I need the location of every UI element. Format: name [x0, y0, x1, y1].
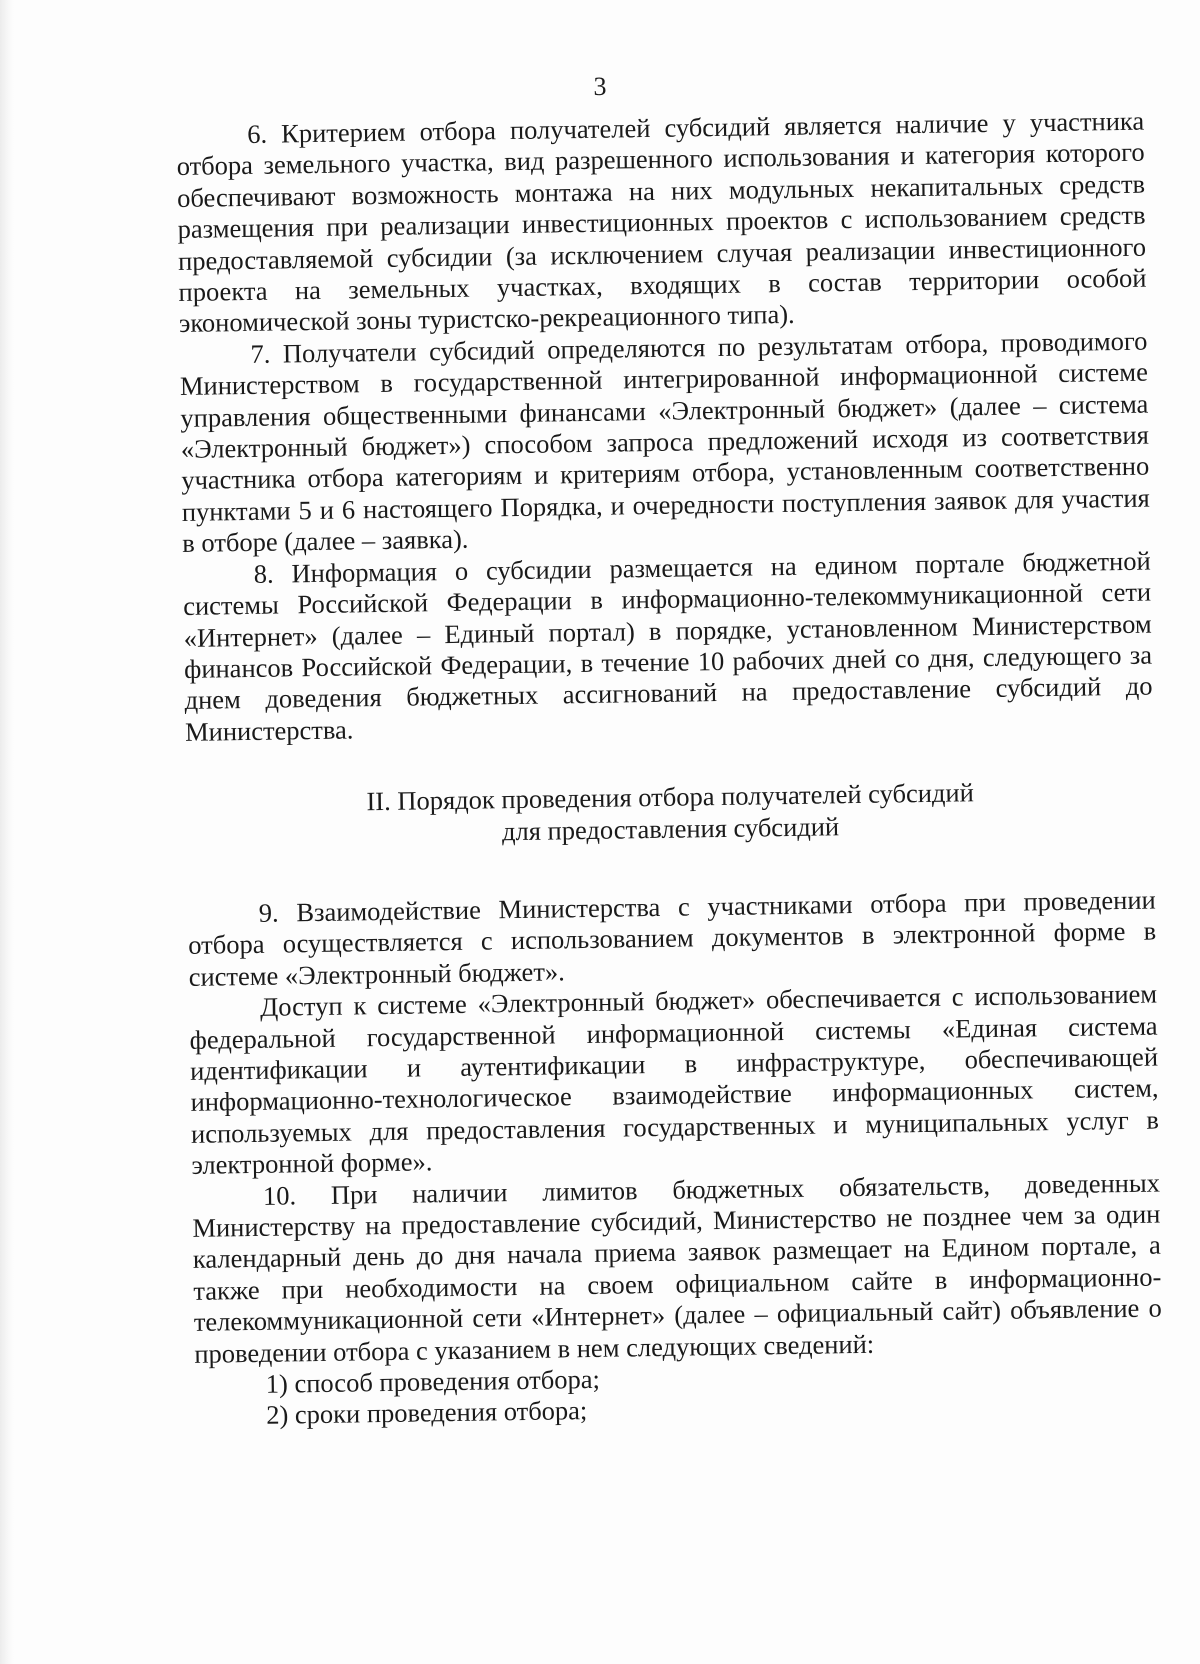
document-body: [176, 106, 1163, 1433]
section-heading-line-1: II. Порядок проведения отбора получателей субсидий: [366, 777, 974, 817]
paragraph-9: 9. Взаимодействие Министерства с участниками отбора при проведении отбора осуществляется с использованием документов в электронной форме в системе «Электронный бюджет».: [188, 884, 1157, 992]
list-item-1: 1) способ проведения отбора;: [265, 1363, 601, 1399]
paragraph-10: 10. При наличии лимитов бюджетных обязательств, доведенных Министерству на предоставление субсидий, Министерство не позднее чем за один календарный день до дня начала приема заявок размещает на Едином портале, а также при необходимости на своем официальном сайте в информационно-телекоммуникационной сети «Интернет» (далее – официальный сайт) объявление о проведении отбора с указанием в нем следующих сведений:: [192, 1167, 1162, 1369]
paragraph-9-access: Доступ к системе «Электронный бюджет» обеспечивается с использованием федеральной государственной информационной системы «Единая система идентификации и аутентификации в инфраструктуре, обеспечивающей информационно-технологическое взаимодействие информационных систем, используемых для предоставления государственных и муниципальных услуг в электронной форме».: [189, 978, 1160, 1181]
paragraph-6: 6. Критерием отбора получателей субсидий является наличие у участника отбора земельного участка, вид разрешенного использования и категория которого обеспечивают возможность монтажа на них модульных некапитальных средств размещения при реализации инвестиционных проектов с использованием средств предоставляемой субсидии (за исключением случая реализации инвестиционного проекта на земельных участках, входящих в состав территории особой экономической зоны туристско-рекреационного типа).: [176, 105, 1147, 339]
scan-edge-shadow: [0, 0, 14, 1664]
section-heading-line-2: для предоставления субсидий: [501, 810, 840, 846]
list-item-2: 2) сроки проведения отбора;: [266, 1395, 588, 1431]
page-number: 3: [593, 72, 607, 101]
paragraph-8: 8. Информация о субсидии размещается на едином портале бюджетной системы Российской Федерации в информационно-телекоммуникационной сети «Интернет» (далее – Единый портал) в порядке, установленном Министерством финансов Российской Федерации, в течение 10 рабочих дней со дня, следующего за днем доведения бюджетных ассигнований на предоставление субсидий до Министерства.: [182, 545, 1153, 747]
section-heading: [186, 775, 1155, 852]
paragraph-7: 7. Получатели субсидий определяются по результатам отбора, проводимого Министерством в государственной интегрированной информационной системе управления общественными финансами «Электронный бюджет» (далее – система «Электронный бюджет») способом запроса предложений исходя из соответствия участника отбора категориям и критериям отбора, установленным соответственно пунктами 5 и 6 настоящего Порядка, и очередности поступления заявок для участия в отборе (далее – заявка).: [179, 325, 1150, 559]
